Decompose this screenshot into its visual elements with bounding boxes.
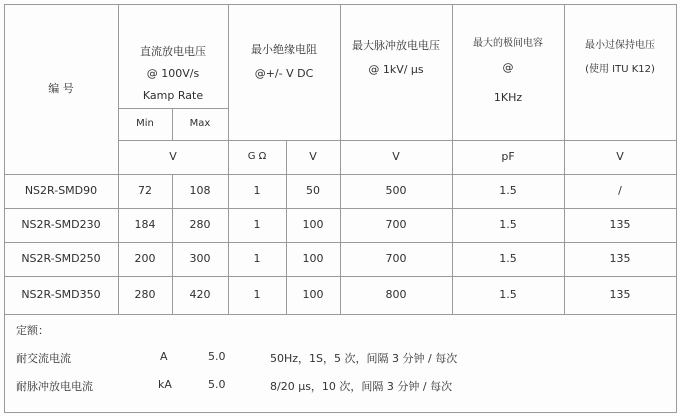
row-imp: 800 bbox=[385, 288, 407, 301]
header-cap-freq: 1KHz bbox=[493, 91, 523, 104]
unit-ins-v: V bbox=[309, 150, 317, 163]
row-imp: 700 bbox=[385, 218, 407, 231]
row-hold: 135 bbox=[609, 288, 631, 301]
header-dc-title: 直流放电电压 bbox=[140, 45, 206, 58]
row-hold: / bbox=[618, 184, 622, 197]
rating-name: 耐交流电流 bbox=[16, 352, 71, 365]
row-min: 280 bbox=[134, 288, 156, 301]
unit-cap: pF bbox=[501, 150, 515, 163]
header-id-label: 编 号 bbox=[48, 82, 74, 95]
row-gohm: 1 bbox=[253, 288, 261, 301]
row-id: NS2R-SMD250 bbox=[21, 252, 101, 265]
row-gohm: 1 bbox=[253, 218, 261, 231]
header-hold-title: 最小过保持电压 bbox=[585, 40, 655, 51]
rating-value: 5.0 bbox=[208, 350, 226, 363]
row-gohm: 1 bbox=[253, 184, 261, 197]
row-id: NS2R-SMD90 bbox=[24, 184, 98, 197]
row-cap: 1.5 bbox=[499, 218, 517, 231]
rating-unit: kA bbox=[158, 378, 172, 391]
row-vdc: 50 bbox=[306, 184, 320, 197]
rating-condition: 8/20 μs，10 次，间隔 3 分钟 / 每次 bbox=[270, 380, 453, 393]
row-vdc: 100 bbox=[302, 288, 324, 301]
unit-imp: V bbox=[392, 150, 400, 163]
row-cap: 1.5 bbox=[499, 288, 517, 301]
row-cap: 1.5 bbox=[499, 184, 517, 197]
row-max: 300 bbox=[189, 252, 211, 265]
header-hold-cond: (使用 ITU K12) bbox=[585, 64, 655, 75]
header-ins-title: 最小绝缘电阻 bbox=[251, 43, 317, 56]
rating-condition: 50Hz，1S，5 次，间隔 3 分钟 / 每次 bbox=[270, 352, 458, 365]
rating-title: 定额： bbox=[16, 324, 49, 337]
row-max: 420 bbox=[189, 288, 211, 301]
row-id: NS2R-SMD230 bbox=[21, 218, 101, 231]
row-vdc: 100 bbox=[302, 252, 324, 265]
header-cap-title: 最大的极间电容 bbox=[473, 38, 543, 49]
header-dc-min: Min bbox=[136, 118, 154, 129]
header-imp-title: 最大脉冲放电电压 bbox=[352, 39, 440, 52]
header-ins-cond: @+/- V DC bbox=[254, 67, 314, 80]
row-gohm: 1 bbox=[253, 252, 261, 265]
row-max: 280 bbox=[189, 218, 211, 231]
rating-unit: A bbox=[160, 350, 168, 363]
rating-name: 耐脉冲放电电流 bbox=[16, 380, 93, 393]
header-dc-rate: @ 100V/s bbox=[146, 67, 200, 80]
row-min: 72 bbox=[138, 184, 152, 197]
row-cap: 1.5 bbox=[499, 252, 517, 265]
row-vdc: 100 bbox=[302, 218, 324, 231]
unit-dc: V bbox=[169, 150, 177, 163]
row-hold: 135 bbox=[609, 252, 631, 265]
row-min: 184 bbox=[134, 218, 156, 231]
header-dc-rate2: Kamp Rate bbox=[142, 89, 204, 102]
header-dc-max: Max bbox=[189, 118, 211, 129]
row-hold: 135 bbox=[609, 218, 631, 231]
row-imp: 700 bbox=[385, 252, 407, 265]
header-imp-cond: @ 1kV/ μs bbox=[368, 63, 424, 76]
row-id: NS2R-SMD350 bbox=[21, 288, 101, 301]
row-min: 200 bbox=[134, 252, 156, 265]
unit-hold: V bbox=[616, 150, 624, 163]
row-imp: 500 bbox=[385, 184, 407, 197]
header-cap-at: @ bbox=[502, 61, 514, 74]
row-max: 108 bbox=[189, 184, 211, 197]
unit-ins-r: G Ω bbox=[247, 151, 267, 162]
rating-value: 5.0 bbox=[208, 378, 226, 391]
